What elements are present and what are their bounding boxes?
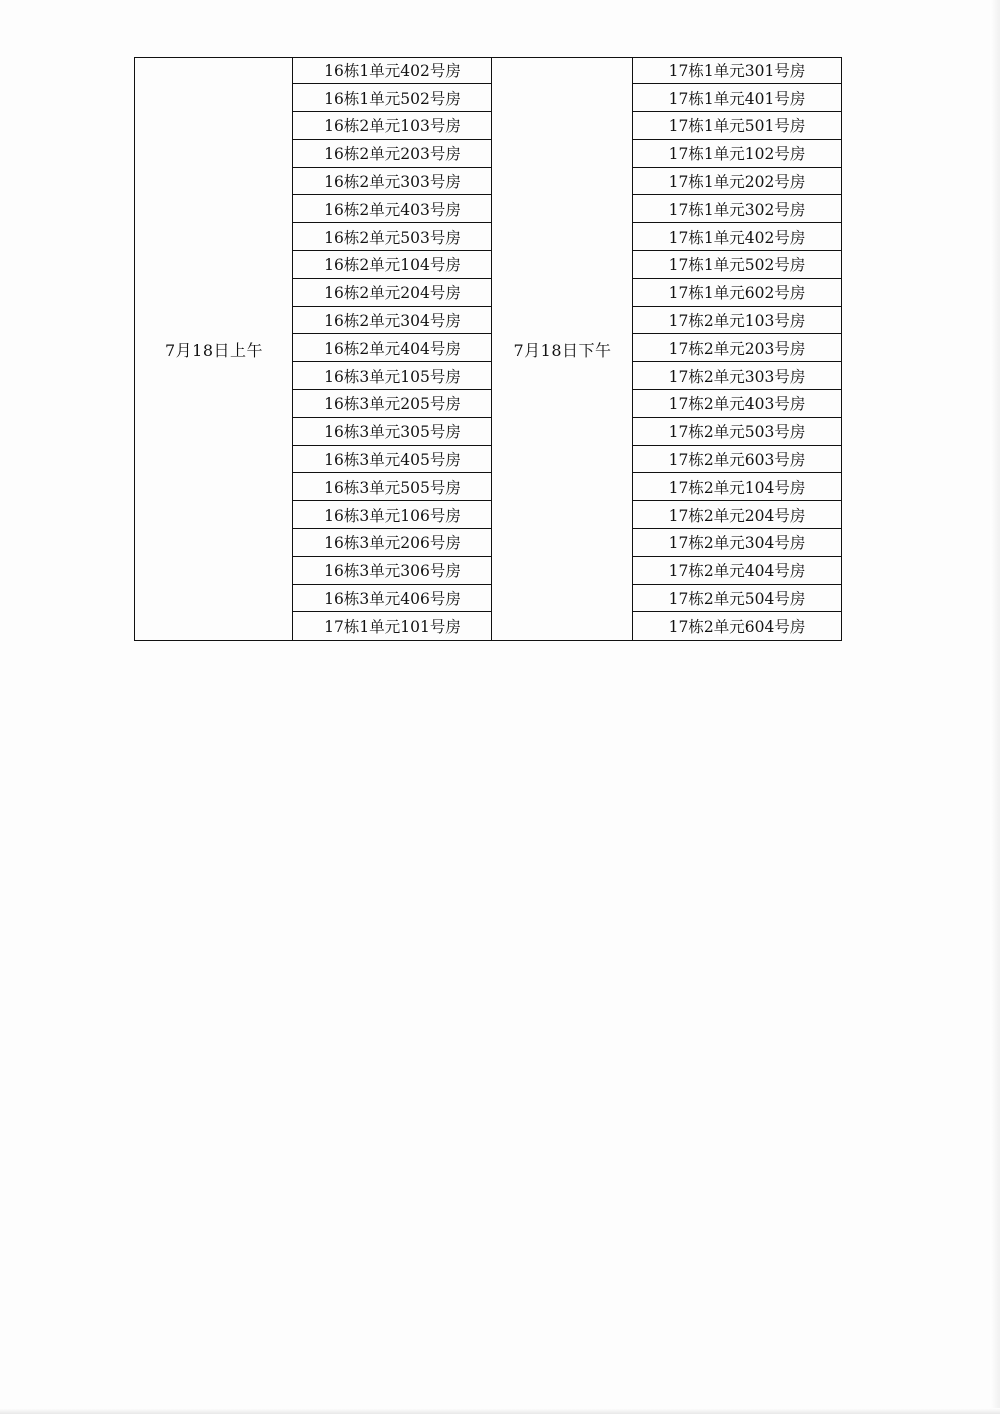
schedule-group-afternoon — [492, 57, 842, 641]
room-row: 17栋1单元202号房 — [633, 168, 841, 196]
room-row: 16栋3单元205号房 — [293, 390, 492, 418]
room-row: 17栋2单元503号房 — [633, 418, 841, 446]
schedule-group-morning — [134, 57, 492, 641]
room-row: 17栋2单元403号房 — [633, 390, 841, 418]
room-row: 16栋3单元206号房 — [293, 529, 492, 557]
page-edge-shadow — [990, 0, 1000, 1414]
room-row: 17栋2单元203号房 — [633, 334, 841, 362]
room-row: 16栋2单元404号房 — [293, 334, 492, 362]
room-row: 16栋3单元505号房 — [293, 473, 492, 501]
room-row: 17栋2单元404号房 — [633, 557, 841, 585]
room-row: 17栋2单元103号房 — [633, 307, 841, 335]
room-row: 16栋3单元405号房 — [293, 446, 492, 474]
room-row: 17栋2单元604号房 — [668, 618, 806, 637]
room-row: 17栋2单元204号房 — [633, 501, 841, 529]
room-row: 17栋1单元101号房 — [324, 618, 461, 637]
date-cell-morning: 7月18日上午 — [164, 340, 264, 360]
room-row: 16栋2单元203号房 — [293, 140, 492, 168]
room-row: 16栋2单元403号房 — [293, 195, 492, 223]
room-row: 17栋1单元401号房 — [633, 84, 841, 112]
room-row: 16栋1单元402号房 — [293, 57, 492, 85]
room-row: 17栋2单元303号房 — [633, 362, 841, 390]
room-row: 17栋1单元301号房 — [633, 57, 841, 85]
room-row: 16栋3单元406号房 — [293, 585, 492, 613]
room-row: 16栋1单元502号房 — [293, 84, 492, 112]
room-row: 16栋3单元106号房 — [293, 501, 492, 529]
room-row: 17栋2单元304号房 — [633, 529, 841, 557]
room-row: 17栋1单元501号房 — [633, 112, 841, 140]
room-row: 16栋2单元104号房 — [293, 251, 492, 279]
room-row: 16栋2单元303号房 — [293, 168, 492, 196]
page-edge-shadow-bottom — [0, 1408, 1000, 1414]
room-row: 17栋2单元603号房 — [633, 446, 841, 474]
date-cell-afternoon: 7月18日下午 — [513, 340, 612, 360]
room-list-afternoon — [632, 57, 841, 641]
room-row: 17栋1单元102号房 — [633, 140, 841, 168]
room-row: 16栋2单元103号房 — [293, 112, 492, 140]
room-row: 17栋2单元104号房 — [633, 473, 841, 501]
room-row: 17栋1单元302号房 — [633, 195, 841, 223]
room-row: 17栋1单元402号房 — [633, 223, 841, 251]
room-row: 16栋3单元105号房 — [293, 362, 492, 390]
room-row: 16栋2单元304号房 — [293, 307, 492, 335]
room-row: 16栋3单元306号房 — [293, 557, 492, 585]
room-row: 17栋2单元504号房 — [633, 585, 841, 613]
room-row: 17栋1单元602号房 — [633, 279, 841, 307]
room-list-morning — [292, 57, 492, 641]
room-row: 16栋2单元204号房 — [293, 279, 492, 307]
room-row: 16栋2单元503号房 — [293, 223, 492, 251]
room-row: 16栋3单元305号房 — [293, 418, 492, 446]
room-row: 17栋1单元502号房 — [633, 251, 841, 279]
